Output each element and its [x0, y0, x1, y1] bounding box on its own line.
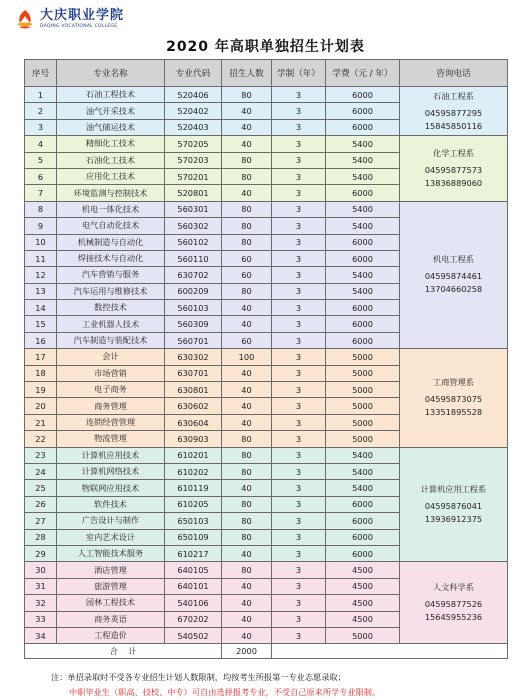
enrollment-count: 80 — [222, 234, 272, 250]
major-name: 精细化工技术 — [57, 136, 165, 152]
row-number: 28 — [25, 529, 57, 545]
total-row — [25, 644, 508, 659]
duration-years: 3 — [272, 250, 326, 266]
duration-years: 3 — [272, 382, 326, 398]
department-name: 计算机应用工程系 — [420, 483, 487, 494]
page-title: 2020 年高职单独招生计划表 — [166, 39, 365, 55]
major-name: 旅游管理 — [57, 578, 165, 594]
table-row — [25, 87, 508, 103]
row-number: 5 — [25, 152, 57, 168]
row-number: 31 — [25, 578, 57, 594]
major-code: 610217 — [165, 545, 222, 561]
major-name: 工程造价 — [57, 627, 165, 643]
tuition-fee: 5000 — [326, 398, 400, 414]
row-number: 16 — [25, 332, 57, 348]
department-contact — [400, 87, 508, 136]
tuition-fee: 6000 — [326, 185, 400, 201]
enrollment-count: 80 — [222, 447, 272, 463]
major-name: 商务管理 — [57, 398, 165, 414]
enrollment-count: 40 — [222, 382, 272, 398]
major-code: 650103 — [165, 513, 222, 529]
phone-number: 15845850116 — [424, 120, 483, 131]
department-name: 工商管理系 — [433, 377, 474, 388]
major-name: 数控技术 — [57, 300, 165, 316]
row-number: 24 — [25, 463, 57, 479]
row-number: 22 — [25, 431, 57, 447]
tuition-fee: 6000 — [326, 513, 400, 529]
enrollment-count: 80 — [222, 431, 272, 447]
major-code: 610202 — [165, 463, 222, 479]
enrollment-count: 60 — [222, 332, 272, 348]
duration-years: 3 — [272, 185, 326, 201]
duration-years: 3 — [272, 431, 326, 447]
duration-years: 3 — [272, 627, 326, 643]
row-number: 1 — [25, 87, 57, 103]
tuition-fee: 5400 — [326, 480, 400, 496]
row-number: 23 — [25, 447, 57, 463]
duration-years: 3 — [272, 349, 326, 365]
enrollment-count: 80 — [222, 152, 272, 168]
duration-years: 3 — [272, 119, 326, 135]
department-contact — [400, 349, 508, 447]
school-name-en: DAQING VOCATIONAL COLLEGE — [40, 23, 118, 29]
enrollment-count: 40 — [222, 103, 272, 119]
major-name: 电子商务 — [57, 382, 165, 398]
major-name: 油气储运技术 — [57, 119, 165, 135]
tuition-fee: 5400 — [326, 283, 400, 299]
tuition-fee: 5000 — [326, 627, 400, 643]
enrollment-count: 40 — [222, 414, 272, 430]
major-code: 600209 — [165, 283, 222, 299]
tuition-fee: 5400 — [326, 218, 400, 234]
major-name: 软件技术 — [57, 496, 165, 512]
table-row — [25, 447, 508, 463]
tuition-fee: 4500 — [326, 611, 400, 627]
row-number: 17 — [25, 349, 57, 365]
phone-number: 04595877295 — [424, 107, 483, 118]
duration-years: 3 — [272, 267, 326, 283]
column-header: 招生人数 — [222, 60, 272, 87]
major-name: 机电一体化技术 — [57, 201, 165, 217]
column-header: 序号 — [25, 60, 57, 87]
major-name: 汽车运用与维修技术 — [57, 283, 165, 299]
row-number: 13 — [25, 283, 57, 299]
major-name: 商务英语 — [57, 611, 165, 627]
duration-years: 3 — [272, 300, 326, 316]
row-number: 21 — [25, 414, 57, 430]
major-code: 540106 — [165, 595, 222, 611]
phone-number: 04595874461 — [424, 271, 483, 282]
row-number: 6 — [25, 168, 57, 184]
tuition-fee: 6000 — [326, 250, 400, 266]
major-code: 520403 — [165, 119, 222, 135]
row-number: 3 — [25, 119, 57, 135]
row-number: 10 — [25, 234, 57, 250]
enrollment-count: 80 — [222, 463, 272, 479]
enrollment-count: 40 — [222, 480, 272, 496]
table-row — [25, 349, 508, 365]
duration-years: 3 — [272, 562, 326, 578]
tuition-fee: 6000 — [326, 119, 400, 135]
row-number: 34 — [25, 627, 57, 643]
row-number: 9 — [25, 218, 57, 234]
major-name: 物流管理 — [57, 431, 165, 447]
major-name: 汽车制造与装配技术 — [57, 332, 165, 348]
row-number: 18 — [25, 365, 57, 381]
major-code: 670202 — [165, 611, 222, 627]
enrollment-count: 40 — [222, 398, 272, 414]
phone-number: 13936912375 — [424, 513, 483, 524]
major-name: 人工智能技术服务 — [57, 545, 165, 561]
duration-years: 3 — [272, 578, 326, 594]
department-contact — [400, 136, 508, 202]
footnote — [51, 670, 380, 699]
major-code: 570203 — [165, 152, 222, 168]
enrollment-count: 40 — [222, 185, 272, 201]
major-code: 560301 — [165, 201, 222, 217]
major-code: 630604 — [165, 414, 222, 430]
department-contact — [400, 562, 508, 644]
phone-number: 13704660258 — [424, 284, 483, 295]
tuition-fee: 5400 — [326, 201, 400, 217]
duration-years: 3 — [272, 463, 326, 479]
duration-years: 3 — [272, 611, 326, 627]
major-name: 计算机网络技术 — [57, 463, 165, 479]
row-number: 32 — [25, 595, 57, 611]
tuition-fee: 4500 — [326, 578, 400, 594]
major-code: 630903 — [165, 431, 222, 447]
enrollment-count: 40 — [222, 611, 272, 627]
row-number: 12 — [25, 267, 57, 283]
total-value: 2000 — [222, 644, 272, 659]
tuition-fee: 5400 — [326, 168, 400, 184]
phone-number: 13351895528 — [424, 407, 483, 418]
enrollment-count: 100 — [222, 349, 272, 365]
major-code: 630801 — [165, 382, 222, 398]
phone-number: 15645955236 — [424, 612, 483, 623]
major-name: 工业机器人技术 — [57, 316, 165, 332]
duration-years: 3 — [272, 332, 326, 348]
row-number: 25 — [25, 480, 57, 496]
enrollment-plan-table — [24, 59, 508, 659]
major-name: 连锁经营管理 — [57, 414, 165, 430]
duration-years: 3 — [272, 234, 326, 250]
major-name: 会计 — [57, 349, 165, 365]
tuition-fee: 4500 — [326, 562, 400, 578]
tuition-fee: 6000 — [326, 316, 400, 332]
tuition-fee: 5400 — [326, 463, 400, 479]
column-header: 专业名称 — [57, 60, 165, 87]
major-code: 560701 — [165, 332, 222, 348]
tuition-fee: 5000 — [326, 431, 400, 447]
row-number: 30 — [25, 562, 57, 578]
school-name: 大庆职业学院 — [40, 7, 125, 23]
tuition-fee: 5000 — [326, 365, 400, 381]
major-name: 机械制造与自动化 — [57, 234, 165, 250]
tuition-fee: 5400 — [326, 152, 400, 168]
tuition-fee: 4500 — [326, 595, 400, 611]
column-header: 咨询电话 — [400, 60, 508, 87]
footnote-line-1: 注：单招录取时不受各专业招生计划人数限制，均按考生所报第一专业志愿录取； — [51, 672, 346, 682]
duration-years: 3 — [272, 218, 326, 234]
enrollment-count: 80 — [222, 168, 272, 184]
major-name: 计算机应用技术 — [57, 447, 165, 463]
major-code: 630702 — [165, 267, 222, 283]
tuition-fee: 5000 — [326, 382, 400, 398]
major-name: 物联网应用技术 — [57, 480, 165, 496]
tuition-fee: 6000 — [326, 300, 400, 316]
tuition-fee: 5000 — [326, 349, 400, 365]
enrollment-count: 80 — [222, 283, 272, 299]
duration-years: 3 — [272, 103, 326, 119]
tuition-fee: 5400 — [326, 136, 400, 152]
enrollment-count: 80 — [222, 496, 272, 512]
major-code: 630602 — [165, 398, 222, 414]
phone-number: 13836889060 — [424, 177, 483, 188]
duration-years: 3 — [272, 87, 326, 103]
tuition-fee: 6000 — [326, 496, 400, 512]
major-name: 汽车营销与服务 — [57, 267, 165, 283]
tuition-fee: 5400 — [326, 447, 400, 463]
row-number: 2 — [25, 103, 57, 119]
tuition-fee: 6000 — [326, 234, 400, 250]
tuition-fee: 6000 — [326, 103, 400, 119]
duration-years: 3 — [272, 152, 326, 168]
row-number: 4 — [25, 136, 57, 152]
major-code: 630302 — [165, 349, 222, 365]
row-number: 19 — [25, 382, 57, 398]
major-code: 560309 — [165, 316, 222, 332]
major-code: 640101 — [165, 578, 222, 594]
table-body — [25, 87, 508, 659]
row-number: 26 — [25, 496, 57, 512]
major-name: 市场营销 — [57, 365, 165, 381]
row-number: 20 — [25, 398, 57, 414]
table-row — [25, 562, 508, 578]
row-number: 14 — [25, 300, 57, 316]
row-number: 11 — [25, 250, 57, 266]
enrollment-count: 80 — [222, 218, 272, 234]
major-code: 520402 — [165, 103, 222, 119]
tuition-fee: 5000 — [326, 414, 400, 430]
major-name: 园林工程技术 — [57, 595, 165, 611]
major-name: 环境监测与控制技术 — [57, 185, 165, 201]
duration-years: 3 — [272, 414, 326, 430]
duration-years: 3 — [272, 168, 326, 184]
department-contact — [400, 201, 508, 349]
department-name: 石油工程系 — [433, 90, 474, 101]
enrollment-count: 40 — [222, 627, 272, 643]
department-contact — [400, 447, 508, 562]
major-code: 560103 — [165, 300, 222, 316]
duration-years: 3 — [272, 529, 326, 545]
enrollment-count: 80 — [222, 562, 272, 578]
duration-years: 3 — [272, 201, 326, 217]
major-name: 油气开采技术 — [57, 103, 165, 119]
major-code: 570201 — [165, 168, 222, 184]
enrollment-count: 40 — [222, 300, 272, 316]
duration-years: 3 — [272, 496, 326, 512]
major-code: 610201 — [165, 447, 222, 463]
major-name: 焊接技术与自动化 — [57, 250, 165, 266]
major-code: 560302 — [165, 218, 222, 234]
enrollment-count: 40 — [222, 316, 272, 332]
row-number: 27 — [25, 513, 57, 529]
major-name: 石油化工技术 — [57, 152, 165, 168]
phone-number: 04595877573 — [424, 164, 483, 175]
column-header: 学费（元 / 年） — [326, 60, 400, 87]
major-name: 石油工程技术 — [57, 87, 165, 103]
row-number: 8 — [25, 201, 57, 217]
major-code: 560110 — [165, 250, 222, 266]
enrollment-count: 40 — [222, 595, 272, 611]
major-code: 610205 — [165, 496, 222, 512]
duration-years: 3 — [272, 136, 326, 152]
enrollment-count: 80 — [222, 513, 272, 529]
major-code: 520406 — [165, 87, 222, 103]
row-number: 29 — [25, 545, 57, 561]
table-row — [25, 136, 508, 152]
major-code: 520801 — [165, 185, 222, 201]
major-code: 630701 — [165, 365, 222, 381]
major-name: 室内艺术设计 — [57, 529, 165, 545]
duration-years: 3 — [272, 316, 326, 332]
phone-number: 04595876041 — [424, 500, 483, 511]
footnote-line-2: 中职毕业生（职高、技校、中专）可自由选择报考专业，不受自己原来所学专业限制。 — [69, 687, 381, 697]
duration-years: 3 — [272, 283, 326, 299]
row-number: 15 — [25, 316, 57, 332]
row-number: 33 — [25, 611, 57, 627]
tuition-fee: 6000 — [326, 545, 400, 561]
major-code: 650109 — [165, 529, 222, 545]
major-code: 640105 — [165, 562, 222, 578]
department-name: 化学工程系 — [433, 147, 474, 158]
enrollment-count: 40 — [222, 119, 272, 135]
table-row — [25, 201, 508, 217]
major-name: 酒店管理 — [57, 562, 165, 578]
tuition-fee: 6000 — [326, 332, 400, 348]
major-name: 电气自动化技术 — [57, 218, 165, 234]
school-logo — [14, 6, 124, 32]
major-code: 540502 — [165, 627, 222, 643]
college-emblem-icon — [14, 8, 36, 30]
enrollment-count: 80 — [222, 529, 272, 545]
column-header: 专业代码 — [165, 60, 222, 87]
total-empty-cell — [272, 644, 508, 659]
enrollment-count: 60 — [222, 250, 272, 266]
enrollment-count: 40 — [222, 545, 272, 561]
enrollment-count: 80 — [222, 87, 272, 103]
major-code: 560102 — [165, 234, 222, 250]
duration-years: 3 — [272, 545, 326, 561]
enrollment-count: 60 — [222, 267, 272, 283]
duration-years: 3 — [272, 447, 326, 463]
tuition-fee: 6000 — [326, 529, 400, 545]
total-label: 合 计 — [25, 644, 222, 659]
duration-years: 3 — [272, 595, 326, 611]
phone-number: 04595873075 — [424, 394, 483, 405]
duration-years: 3 — [272, 480, 326, 496]
duration-years: 3 — [272, 365, 326, 381]
enrollment-count: 40 — [222, 136, 272, 152]
major-name: 应用化工技术 — [57, 168, 165, 184]
department-name: 人文科学系 — [433, 582, 474, 593]
row-number: 7 — [25, 185, 57, 201]
enrollment-count: 40 — [222, 578, 272, 594]
column-header: 学制（年） — [272, 60, 326, 87]
enrollment-count: 80 — [222, 201, 272, 217]
major-code: 610119 — [165, 480, 222, 496]
duration-years: 3 — [272, 513, 326, 529]
major-code: 570205 — [165, 136, 222, 152]
phone-number: 04595877526 — [424, 599, 483, 610]
table-header-row — [25, 60, 508, 87]
major-name: 广告设计与制作 — [57, 513, 165, 529]
department-name: 机电工程系 — [433, 254, 474, 265]
enrollment-count: 40 — [222, 365, 272, 381]
duration-years: 3 — [272, 398, 326, 414]
tuition-fee: 5400 — [326, 267, 400, 283]
tuition-fee: 6000 — [326, 87, 400, 103]
